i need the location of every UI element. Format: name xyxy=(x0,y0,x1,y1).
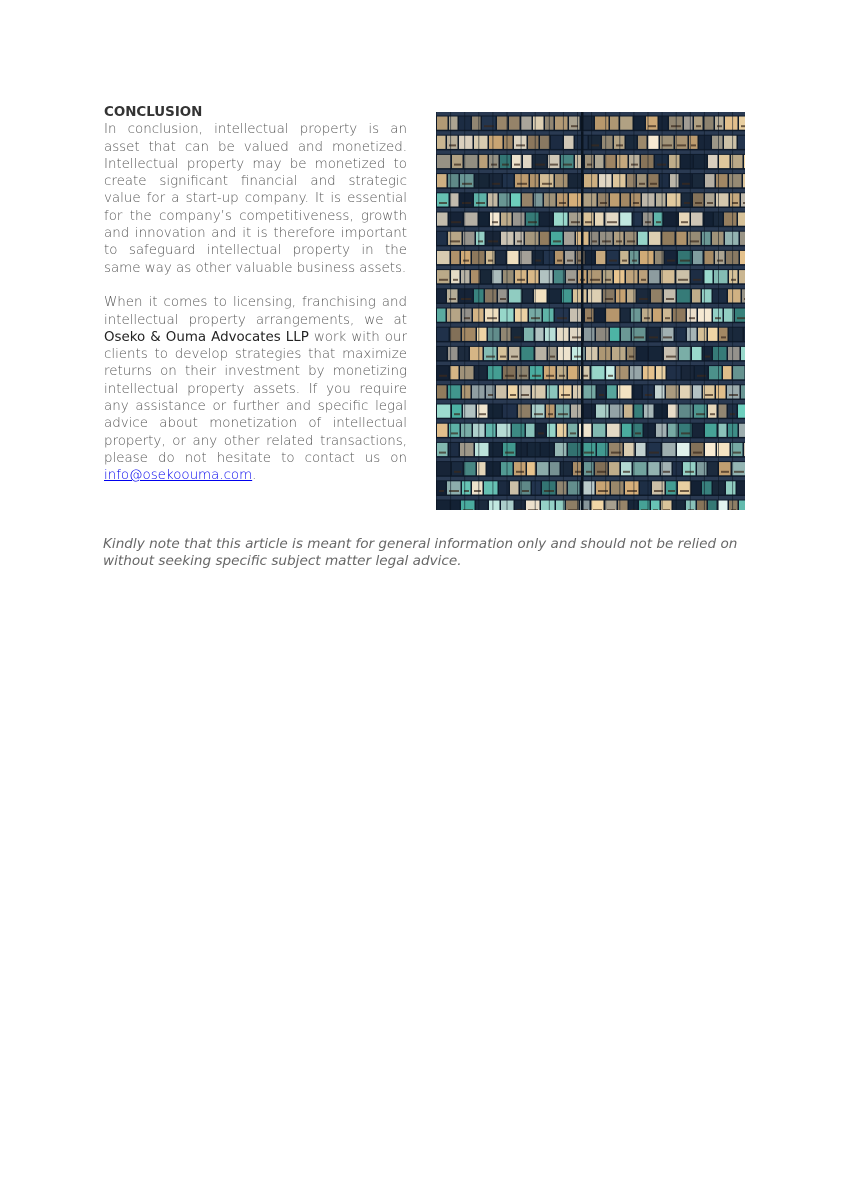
office-building-photo xyxy=(436,112,745,510)
conclusion-paragraph-1: In conclusion, intellectual property is an asset that can be valued and monetized. Intellectual property may be monetized to create significant financial and strategic value for a start-up company. It is essential for the company’s competitiveness, growth and innovation and it is therefore important to safeguard intellectual property in the same way as other valuable business assets. xyxy=(104,122,407,276)
paragraph-end: . xyxy=(252,468,257,484)
conclusion-section xyxy=(104,104,407,485)
email-link[interactable]: info@osekoouma.com xyxy=(104,468,253,484)
firm-name: Oseko & Ouma Advocates LLP xyxy=(104,329,309,345)
conclusion-paragraph-2 xyxy=(104,294,407,484)
paragraph-text-before-firm: When it comes to licensing, franchising and intellectual property arrangements, we at xyxy=(104,295,407,328)
paragraph-text-after-firm: work with our clients to develop strategies that maximize returns on their investment by monetizing intellectual property assets. If you require any assistance or further and specific legal advice about monetization of intellectual property, or any other related transactions, please do not hesitate to contact us on xyxy=(104,329,407,466)
disclaimer-note: Kindly note that this article is meant for general information only and should not be relied on without seeking specific subject matter legal advice. xyxy=(103,536,738,570)
section-heading: CONCLUSION xyxy=(104,105,203,120)
